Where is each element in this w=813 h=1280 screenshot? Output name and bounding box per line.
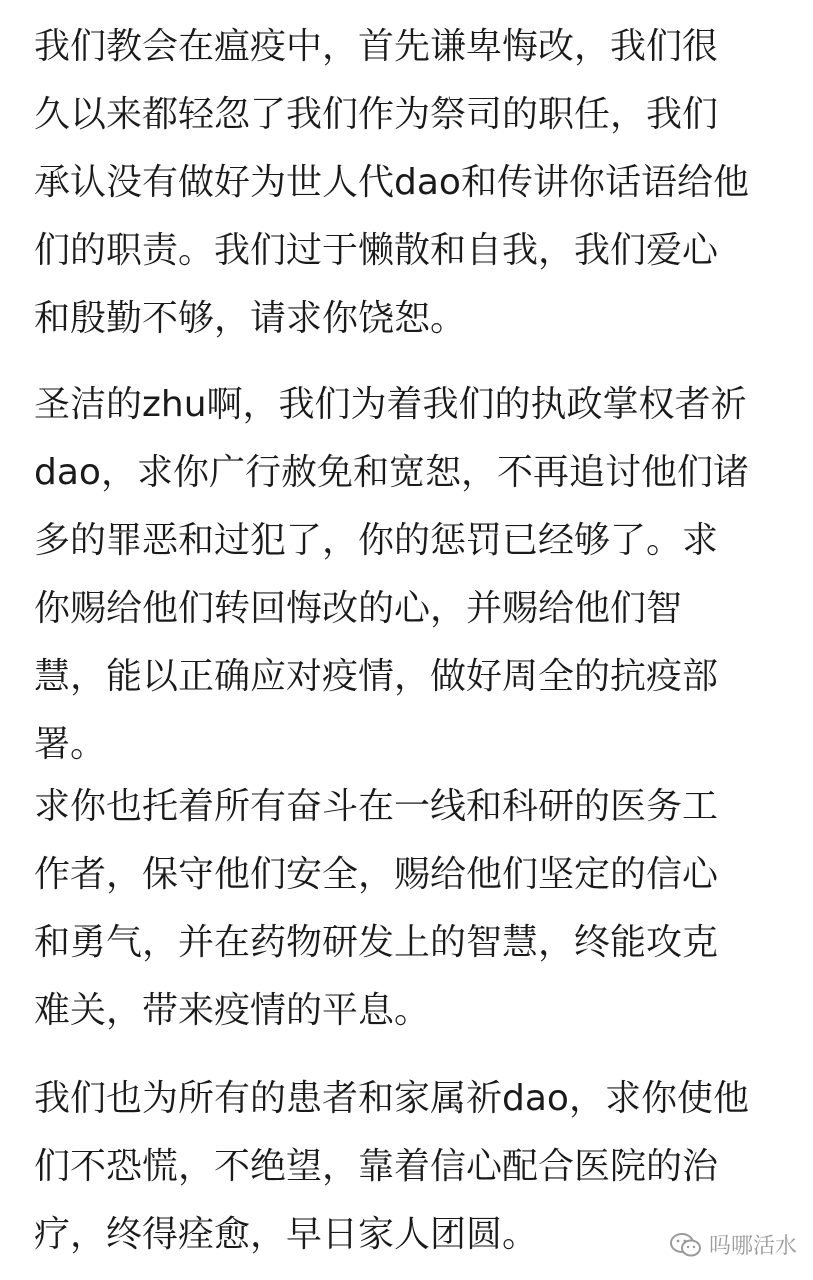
text-line: 圣洁的zhu啊，我们为着我们的执政掌权者祈 — [34, 384, 747, 425]
text-line: 们不恐慌，不绝望，靠着信心配合医院的治 — [34, 1146, 719, 1187]
paragraph-patients — [34, 1065, 749, 1269]
text-line: 我们也为所有的患者和家属祈dao，求你使他 — [34, 1078, 749, 1119]
wechat-icon — [669, 1232, 703, 1258]
text-line: 疗，终得痊愈，早日家人团圆。 — [34, 1214, 539, 1255]
text-line: 求你也托着所有奋斗在一线和科研的医务工 — [34, 786, 719, 827]
text-line: dao，求你广行赦免和宽恕，不再追讨他们诸 — [34, 452, 749, 493]
paragraph-confession — [34, 13, 749, 353]
text-line: 和勇气，并在药物研发上的智慧，终能攻克 — [34, 922, 719, 963]
watermark — [669, 1229, 797, 1260]
text-line: 承认没有做好为世人代dao和传讲你话语给他 — [34, 162, 749, 203]
text-line: 署。 — [34, 724, 107, 765]
text-line: 作者，保守他们安全，赐给他们坚定的信心 — [34, 854, 719, 895]
paragraph-leaders — [34, 371, 749, 779]
text-line: 们的职责。我们过于懒散和自我，我们爱心 — [34, 230, 719, 271]
text-line: 你赐给他们转回悔改的心，并赐给他们智 — [34, 588, 683, 629]
text-line: 和殷勤不够，请求你饶恕。 — [34, 298, 467, 339]
text-line: 久以来都轻忽了我们作为祭司的职任，我们 — [34, 94, 719, 135]
paragraph-medical-workers — [34, 773, 718, 1045]
text-line: 慧，能以正确应对疫情，做好周全的抗疫部 — [34, 656, 719, 697]
text-line: 多的罪恶和过犯了，你的惩罚已经够了。求 — [34, 520, 719, 561]
watermark-text: 吗哪活水 — [708, 1234, 797, 1259]
text-line: 难关，带来疫情的平息。 — [34, 990, 431, 1031]
text-line: 我们教会在瘟疫中，首先谦卑悔改，我们很 — [34, 26, 719, 67]
